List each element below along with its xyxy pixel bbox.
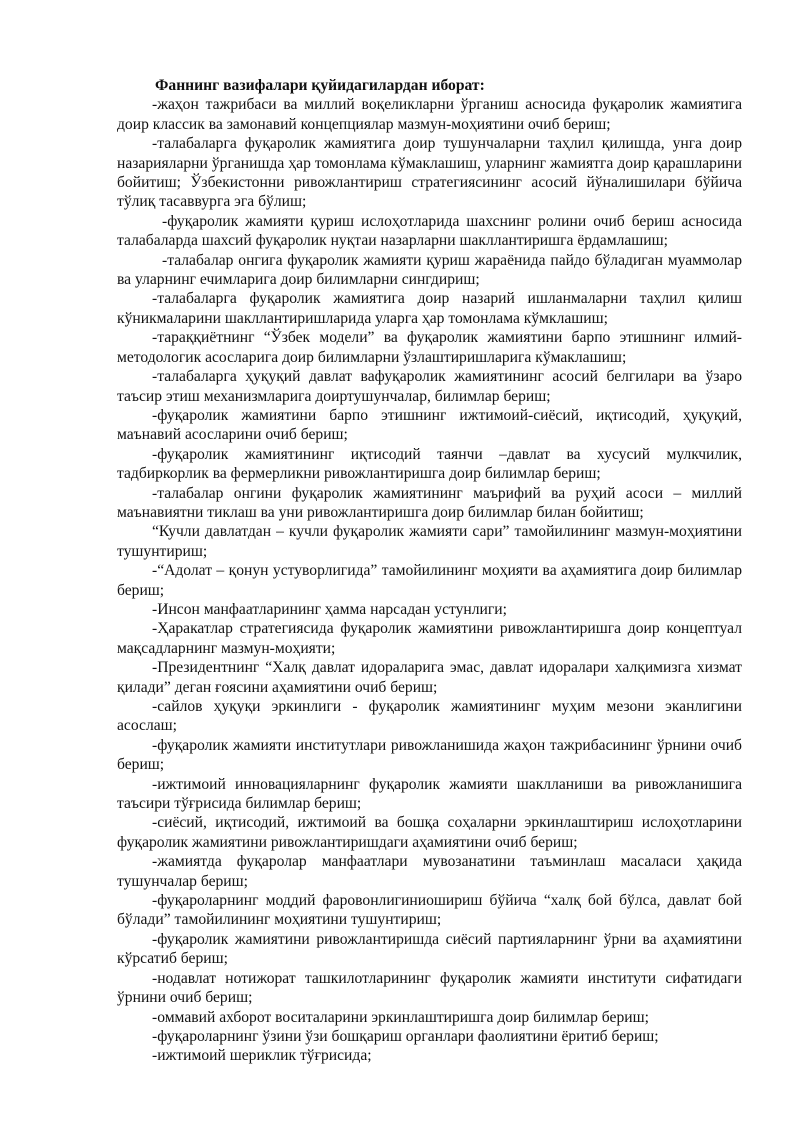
- paragraph-15: -Президентнинг “Халқ давлат идораларига эмас, давлат идоралари халқимизга хизмат қилади” деган ғоясини аҳамиятини очиб бериш;: [117, 659, 742, 696]
- paragraph-26: -ижтимоий шериклик тўғрисида;: [152, 1047, 372, 1065]
- paragraph-21: -фуқароларнинг моддий фаровонлигиниошириш бўйича “халқ бой бўлса, давлат бой бўлади” тамойилининг моҳиятини тушунтириш;: [117, 892, 742, 929]
- paragraph-23: -нодавлат нотижорат ташкилотларининг фуқаролик жамияти институти сифатидаги ўрнини очиб бериш;: [117, 969, 742, 1007]
- paragraph-5: -талабаларга фуқаролик жамиятига доир назарий ишланмаларни таҳлил қилиш кўникмаларини шакллантиришларида уларга ҳар томонлама кўмклашиш;: [117, 290, 742, 327]
- paragraph-19: -сиёсий, иқтисодий, ижтимоий ва бошқа соҳаларни эркинлаштириш ислоҳотларини фуқаролик жамиятини ривожлантиришдаги аҳамиятини очиб бериш;: [117, 814, 742, 851]
- section-heading: Фаннинг вазифалари қуйидагилардан иборат:: [155, 77, 485, 94]
- paragraph-8: -фуқаролик жамиятини барпо этишнинг ижтимоий-сиёсий, иқтисодий, ҳуқуқий, маънавий асосларини очиб бериш;: [117, 406, 742, 444]
- paragraph-25: -фуқароларнинг ўзини ўзи бошқариш органлари фаолиятини ёритиб бериш;: [152, 1027, 659, 1045]
- paragraph-7: -талабаларга ҳуқуқий давлат вафуқаролик жамиятининг асосий белгилари ва ўзаро таъсир этиш механизмларига доиртушунчалар, билимлар бериш;: [117, 368, 742, 405]
- paragraph-11: “Кучли давлатдан – кучли фуқаролик жамияти сари” тамойилининг мазмун-моҳиятини тушунтириш;: [117, 523, 742, 560]
- paragraph-9: -фуқаролик жамиятининг иқтисодий таянчи –давлат ва хусусий мулкчилик, тадбиркорлик ва фермерликни ривожлантиришга доир билимлар бериш;: [117, 445, 742, 483]
- paragraph-1: -жаҳон тажрибаси ва миллий воқеликларни ўрганиш асносида фуқаролик жамиятига доир классик ва замонавий концепциялар мазмун-моҳиятини очиб бериш;: [117, 96, 742, 133]
- paragraph-4: -талабалар онгига фуқаролик жамияти қуриш жараёнида пайдо бўладиган муаммолар ва уларнинг ечимларига доир билимларни сингдириш;: [117, 251, 742, 289]
- paragraph-20: -жамиятда фуқаролар манфаатлари мувозанатини таъминлаш масаласи ҳақида тушунчалар бериш;: [117, 853, 742, 890]
- paragraph-18: -ижтимоий инновацияларнинг фуқаролик жамияти шаклланиши ва ривожланишига таъсири тўғрисида билимлар бериш;: [117, 775, 742, 813]
- paragraph-24: -оммавий ахборот воситаларини эркинлаштиришга доир билимлар бериш;: [152, 1008, 649, 1026]
- paragraph-10: -талабалар онгини фуқаролик жамиятининг маърифий ва руҳий асоси – миллий маънавиятни тиклаш ва уни ривожлантиришга доир билимлар билан бойитиш;: [117, 484, 742, 521]
- paragraph-16: -сайлов ҳуқуқи эркинлиги - фуқаролик жамиятининг муҳим мезони эканлигини асослаш;: [117, 698, 742, 735]
- paragraph-2: -талабаларга фуқаролик жамиятига доир тушунчаларни таҳлил қилишда, унга доир назарияларни ўрганишда ҳар томонлама кўмаклашиш, уларнинг жамиятга доир қарашларини бойитиш; Ўзбекистонни ривожлантириш стратегиясининг асосий йўналишилари бўйича тўлиқ тасаввурга эга бўлиш;: [117, 135, 742, 211]
- paragraph-22: -фуқаролик жамиятини ривожлантиришда сиёсий партияларнинг ўрни ва аҳамиятини кўрсатиб бериш;: [117, 930, 742, 968]
- paragraph-17: -фуқаролик жамияти институтлари ривожланишида жаҳон тажрибасининг ўрнини очиб бериш;: [117, 736, 742, 774]
- paragraph-13: -Инсон манфаатларининг ҳамма нарсадан устунлиги;: [152, 600, 507, 618]
- paragraph-12: -“Адолат – қонун устуворлигида” тамойилининг моҳияти ва аҳамиятига доир билимлар бериш;: [117, 562, 742, 599]
- paragraph-3: -фуқаролик жамияти қуриш ислоҳотларида шахснинг ролини очиб бериш асносида талабаларда шахсий фуқаролик нуқтаи назарларни шакллантиришга ёрдамлашиш;: [117, 212, 742, 250]
- paragraph-14: -Ҳаракатлар стратегиясида фуқаролик жамиятини ривожлантиришга доир концептуал мақсадларнинг мазмун-моҳияти;: [117, 620, 742, 657]
- document-body: [117, 76, 742, 1066]
- paragraph-6: -тараққиётнинг “Ўзбек модели” ва фуқаролик жамиятини барпо этишнинг илмий-методологик асосларига доир билимларни ўзлаштиришларига кўмаклашиш;: [117, 329, 742, 366]
